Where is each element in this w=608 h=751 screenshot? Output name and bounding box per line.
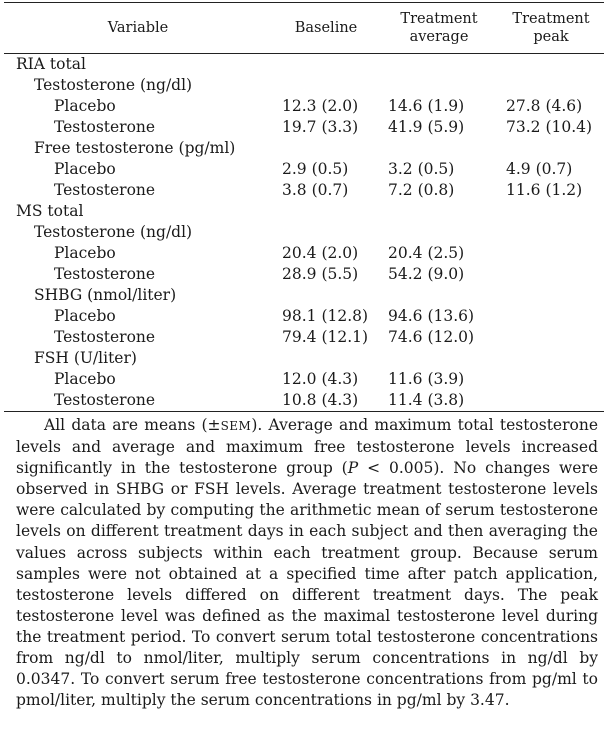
cell-treatment-average: [380, 369, 498, 390]
table-row: [4, 117, 604, 138]
cell-baseline: [272, 75, 380, 96]
table-group-row: [4, 222, 604, 243]
cell-baseline: [272, 369, 380, 390]
cell-treatment-peak: [498, 285, 604, 306]
cell-baseline-value: 10.8 (4.3): [282, 391, 359, 409]
row-label: Free testosterone (pg/ml): [34, 139, 236, 157]
cell-baseline-value: 28.9 (5.5): [282, 265, 359, 283]
cell-treatment-average: [380, 96, 498, 117]
cell-baseline-value: 3.8 (0.7): [282, 181, 349, 199]
cell-treatment-average: [380, 138, 498, 159]
cell-treatment-average: [380, 75, 498, 96]
cell-treatment-peak: [498, 117, 604, 138]
cell-treatment-average: [380, 54, 498, 75]
footnote-part2: ). Average and maximum total testosterone levels and average and maximum free testosterone levels increased significantly in the testosterone group (: [16, 416, 599, 478]
cell-treatment-average: [380, 264, 498, 285]
table-row: [4, 390, 604, 411]
row-label: Testosterone: [54, 181, 156, 199]
cell-treatment-average: [380, 306, 498, 327]
cell-treatment-average: [380, 348, 498, 369]
row-label: RIA total: [16, 55, 86, 73]
cell-baseline: [272, 285, 380, 306]
cell-treatment-peak: [498, 159, 604, 180]
cell-treatment-average: [380, 222, 498, 243]
footnote-part1: All data are means (±: [44, 416, 221, 434]
cell-treatment-peak: [498, 54, 604, 75]
table-row: [4, 180, 604, 201]
cell-treatment-average: [380, 159, 498, 180]
cell-treatment-average: [380, 390, 498, 411]
cell-baseline: [272, 159, 380, 180]
row-label: Testosterone: [54, 265, 156, 283]
cell-treatment-average: [380, 285, 498, 306]
cell-treatment-average: [380, 201, 498, 222]
table-row: [4, 369, 604, 390]
cell-baseline: [272, 117, 380, 138]
row-label: Placebo: [54, 160, 116, 178]
cell-baseline: [272, 306, 380, 327]
cell-baseline-value: 98.1 (12.8): [282, 307, 369, 325]
cell-treatment-peak: [498, 138, 604, 159]
cell-baseline-value: 79.4 (12.1): [282, 328, 369, 346]
row-label: SHBG (nmol/liter): [34, 286, 177, 304]
header-treatment-average: [380, 3, 498, 53]
cell-treatment-peak: [498, 180, 604, 201]
cell-treatment-peak: [498, 306, 604, 327]
table-group-row: [4, 285, 604, 306]
cell-treatment-average-value: 14.6 (1.9): [388, 97, 465, 115]
cell-treatment-peak-value: 4.9 (0.7): [506, 160, 573, 178]
table-row: [4, 96, 604, 117]
cell-baseline-value: 20.4 (2.0): [282, 244, 359, 262]
cell-baseline: [272, 348, 380, 369]
header-treatment-peak: [498, 3, 604, 53]
cell-treatment-peak-value: 27.8 (4.6): [506, 97, 583, 115]
table-row: [4, 264, 604, 285]
header-variable: Variable: [107, 20, 169, 36]
table-row: [4, 327, 604, 348]
cell-baseline: [272, 54, 380, 75]
cell-treatment-average: [380, 180, 498, 201]
cell-baseline-value: 12.3 (2.0): [282, 97, 359, 115]
cell-treatment-peak: [498, 369, 604, 390]
cell-treatment-average-value: 41.9 (5.9): [388, 118, 465, 136]
cell-treatment-average-value: 3.2 (0.5): [388, 160, 455, 178]
table-header: [4, 3, 604, 54]
table-row: [4, 159, 604, 180]
cell-treatment-peak: [498, 96, 604, 117]
row-label: Placebo: [54, 244, 116, 262]
cell-baseline: [272, 180, 380, 201]
cell-treatment-peak-value: 11.6 (1.2): [506, 181, 583, 199]
cell-treatment-average: [380, 327, 498, 348]
cell-baseline: [272, 327, 380, 348]
row-label: Testosterone: [54, 391, 156, 409]
cell-treatment-average-value: 7.2 (0.8): [388, 181, 455, 199]
cell-treatment-peak: [498, 348, 604, 369]
cell-treatment-average-value: 94.6 (13.6): [388, 307, 475, 325]
cell-treatment-peak: [498, 390, 604, 411]
table-bottom-rule: [4, 411, 604, 412]
cell-baseline: [272, 243, 380, 264]
table-group-row: [4, 348, 604, 369]
table-group-row: [4, 54, 604, 75]
footnote-p-symbol: P: [347, 459, 359, 478]
cell-treatment-peak: [498, 327, 604, 348]
cell-baseline-value: 2.9 (0.5): [282, 160, 349, 178]
cell-baseline: [272, 390, 380, 411]
table-row: [4, 243, 604, 264]
table-group-row: [4, 138, 604, 159]
hormone-table: [4, 3, 604, 411]
cell-baseline: [272, 138, 380, 159]
cell-treatment-average-value: 74.6 (12.0): [388, 328, 475, 346]
cell-treatment-peak-value: 73.2 (10.4): [506, 118, 593, 136]
cell-treatment-peak: [498, 201, 604, 222]
cell-treatment-average: [380, 117, 498, 138]
cell-baseline: [272, 264, 380, 285]
cell-treatment-average-value: 11.6 (3.9): [388, 370, 465, 388]
document-page: [0, 2, 608, 751]
cell-treatment-average-value: 54.2 (9.0): [388, 265, 465, 283]
table-body: [4, 54, 604, 411]
cell-treatment-average-value: 11.4 (3.8): [388, 391, 465, 409]
cell-treatment-peak: [498, 222, 604, 243]
cell-treatment-average: [380, 243, 498, 264]
footnote-part3: < 0.005). No changes were observed in SHBG or FSH levels. Average treatment testosterone levels were calculated by computing the arithmetic mean of serum testosterone levels on different treatment days in each subject and then averaging the values across subjects within each treatment group. Because serum samples were not obtained at a specified time after patch application, testosterone levels differed on different treatment days. The peak testosterone level was defined as the maximal testosterone level during the treatment period. To convert serum total testosterone concentrations from ng/dl to nmol/liter, multiply serum concentrations in ng/dl by 0.0347. To convert serum free testosterone concentrations from pg/ml to pmol/liter, multiply the serum concentrations in pg/ml by 3.47.: [16, 459, 598, 710]
cell-treatment-average-value: 20.4 (2.5): [388, 244, 465, 262]
table-row: [4, 306, 604, 327]
cell-baseline: [272, 222, 380, 243]
cell-treatment-peak: [498, 243, 604, 264]
row-label: FSH (U/liter): [34, 349, 137, 367]
cell-baseline-value: 12.0 (4.3): [282, 370, 359, 388]
cell-treatment-peak: [498, 75, 604, 96]
footnote-sem: SEM: [220, 419, 252, 433]
row-label: Testosterone: [54, 118, 156, 136]
cell-treatment-peak: [498, 264, 604, 285]
cell-baseline-value: 19.7 (3.3): [282, 118, 359, 136]
header-treatment-average-text: Treatment average: [400, 11, 478, 45]
row-label: Testosterone: [54, 328, 156, 346]
row-label: Testosterone (ng/dl): [34, 223, 193, 241]
header-baseline: Baseline: [294, 20, 358, 36]
row-label: Placebo: [54, 370, 116, 388]
header-treatment-peak-text: Treatment peak: [512, 11, 590, 45]
row-label: Placebo: [54, 307, 116, 325]
header-row: [4, 3, 604, 53]
cell-baseline: [272, 201, 380, 222]
row-label: MS total: [16, 202, 84, 220]
row-label: Placebo: [54, 97, 116, 115]
table-footnote: [16, 415, 598, 711]
row-label: Testosterone (ng/dl): [34, 76, 193, 94]
cell-baseline: [272, 96, 380, 117]
table-group-row: [4, 201, 604, 222]
table-group-row: [4, 75, 604, 96]
